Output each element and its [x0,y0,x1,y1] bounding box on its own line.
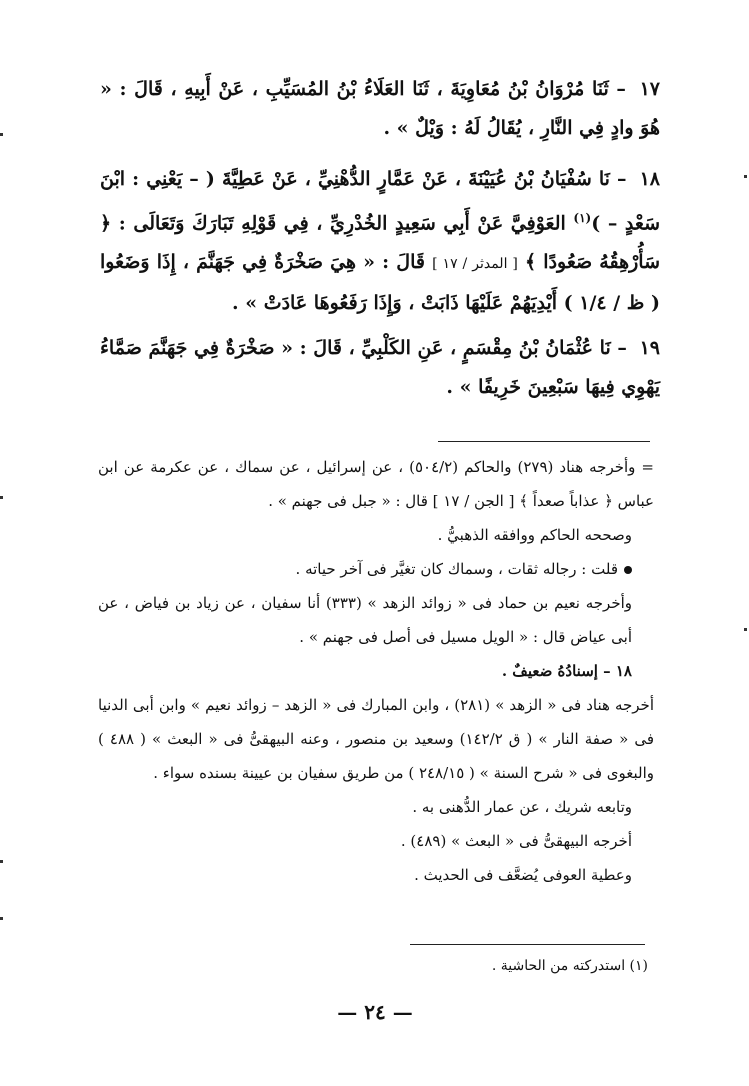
quran-reference: [ المدثر / ١٧ ] [432,256,518,273]
hadith-text: – ثَنَا مُرْوَانُ بْنُ مُعَاوِيَةَ ، ثَنَا العَلَاءُ بْنُ المُسَيِّبِ ، عَنْ أَبِيهِ ، قَالَ : « هُوَ وادٍ فِي النَّارِ ، يُقَالُ لَهُ : وَيْلٌ » . [100,78,660,139]
note-line: وتابعه شريك ، عن عمار الدُّهنى به . [412,798,632,816]
scan-mark [744,175,747,178]
hadith-18 [100,160,660,323]
scan-mark [0,133,3,136]
note-line: وأخرجه نعيم بن حماد فى « زوائد الزهد » (٣٣٣) أنا سفيان ، عن زياد بن فياض ، عن أبى عياض قال : « الويل مسيل فى أصل فى جهنم » . [98,594,633,646]
commentary [98,450,654,892]
bullet-icon [624,566,632,574]
note-line: = وأخرجه هناد (٢٧٩) والحاكم (٥٠٤/٢) ، عن إسرائيل ، عن سماك ، عن عكرمة عن ابن عباس ﴿ عذاباً صعداً ﴾ [ الجن / ١٧ ] قال : « جبل فى جهنم » . [98,458,655,510]
note-line: وعطية العوفى يُضعَّف فى الحديث . [414,866,632,884]
manuscript-reference: ( ظ / ١/٤ ) [563,292,660,315]
hadith-17 [100,70,660,148]
page-number: — ٢٤ — [337,1000,413,1024]
note-heading: ١٨ – إسنادُهُ ضعيفٌ . [501,662,632,680]
scan-mark [744,628,747,631]
hadith-number: ١٩ [639,337,660,359]
hadith-19 [100,329,660,407]
hadith-text-part: العَوْفِيَّ عَنْ أَبِي سَعِيدٍ الخُدْرِيِّ ، فِي قَوْلِهِ تَبَارَكَ وَتَعَالَى : ﴿ سَأُرْهِقُهُ صَعُودًا ﴾ [100,212,660,274]
scan-mark [0,496,3,499]
note-line: أخرجه هناد فى « الزهد » (٢٨١) ، وابن المبارك فى « الزهد – زوائد نعيم » وابن أبى الدنيا فى « صفة النار » ( ق ١٤٢/٢) وسعيد بن منصور ، وعنه البيهقىُّ فى « البعث » ( ٤٨٨ ) والبغوى فى « شرح السنة » ( ٢٤٨/١٥ ) من طريق سفيان بن عيينة بسنده سواء . [98,696,654,782]
hadith-number: ١٧ [639,78,660,100]
note-text: قلت : رجاله ثقات ، وسماك كان تغيَّر فى آخر حياته . [295,560,618,578]
hadith-text-part: أَيْدِيَهُمْ عَلَيْهَا ذَابَتْ ، وَإِذَا رَفَعُوهَا عَادَتْ » . [231,292,564,315]
footnote-marker: (١) [573,211,592,225]
hadith-number: ١٨ [639,168,660,190]
note-line-bullet [98,552,654,586]
hadith-text-part: قَالَ : « هِيَ صَخْرَةٌ فِي جَهَنَّمَ ، إِذَا وَضَعُوا [100,251,433,274]
note-line: أخرجه البيهقىُّ فى « البعث » (٤٨٩) . [400,832,632,850]
scan-mark [0,917,3,920]
scan-mark [0,860,3,863]
hadith-text: – نَا عُثْمَانُ بْنُ مِقْسَمٍ ، عَنِ الكَلْبِيِّ ، قَالَ : « صَخْرَةٌ فِي جَهَنَّمَ صَمَّاءُ يَهْوِي فِيهَا سَبْعِينَ خَرِيفًا » . [100,337,660,398]
notes-divider [438,441,650,442]
hadith-text-part: – نَا سُفْيَانُ بْنُ عُيَيْنَةَ ، عَنْ عَمَّارٍ الدُّهْنِيِّ ، عَنْ عَطِيَّةَ ( – يَعْنِي : ابْنَ سَعْدٍ – ) [100,168,660,235]
note-line: وصححه الحاكم ووافقه الذهبيُّ . [437,526,632,544]
footnote-divider [410,944,645,945]
footnote: (١) استدركته من الحاشية . [491,958,648,974]
